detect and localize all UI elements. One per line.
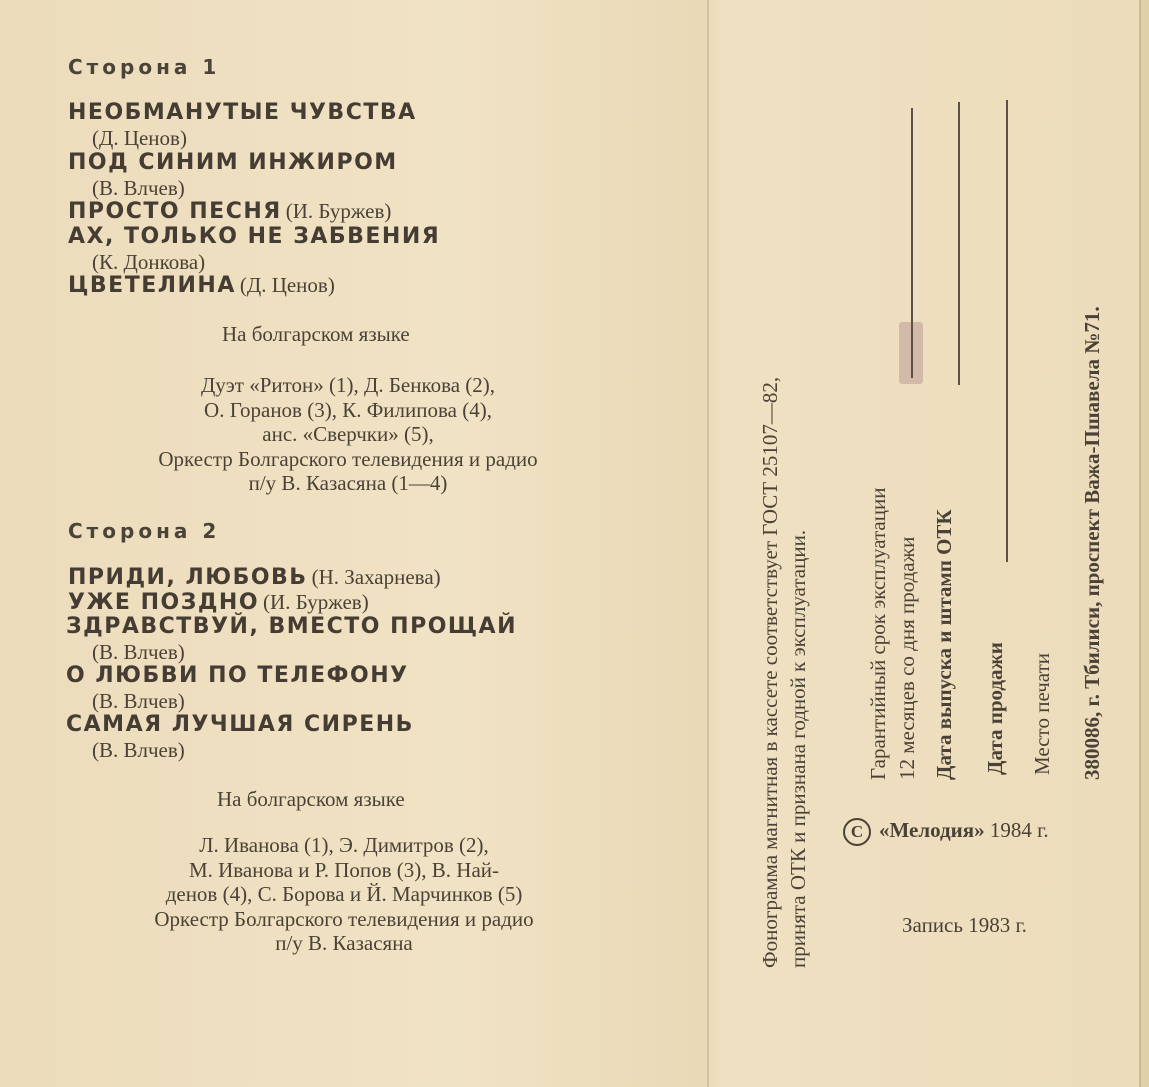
track-author: (К. Донкова) bbox=[92, 250, 206, 274]
track-author-line bbox=[92, 640, 185, 665]
page-edge bbox=[1141, 0, 1149, 1087]
track-title: ЦВЕТЕЛИНА bbox=[68, 273, 236, 298]
track-author-line bbox=[92, 738, 185, 763]
track-author: (В. Влчев) bbox=[92, 176, 185, 200]
print-place-label: Место печати bbox=[1030, 652, 1054, 775]
recording-year: Запись 1983 г. bbox=[902, 913, 1027, 937]
signature-line bbox=[911, 108, 913, 378]
credit-line: О. Горанов (3), К. Филипова (4), bbox=[204, 397, 492, 422]
sale-date-label: Дата продажи bbox=[983, 642, 1007, 775]
track-line bbox=[68, 150, 398, 175]
language-note: На болгарском языке bbox=[222, 322, 410, 346]
copyright-icon: C bbox=[843, 818, 871, 846]
release-date-label: Дата выпуска и штамп ОТК bbox=[932, 509, 956, 780]
fold-line bbox=[707, 0, 709, 1087]
warranty-notice: 12 месяцев со дня продажи bbox=[895, 536, 919, 780]
track-author: (В. Влчев) bbox=[92, 738, 185, 762]
track-author-line bbox=[92, 689, 185, 714]
side-2-title: Сторона 2 bbox=[68, 519, 221, 543]
credit-line: денов (4), С. Борова и Й. Марчинков (5) bbox=[165, 882, 523, 906]
credit-line: п/у В. Казасяна (1—4) bbox=[248, 471, 448, 495]
language-note: На болгарском языке bbox=[217, 787, 405, 811]
gost-notice: Фонограмма магнитная в кассете соответствует ГОСТ 25107—82, bbox=[758, 376, 782, 968]
track-line bbox=[66, 712, 414, 737]
track-line bbox=[68, 100, 417, 125]
track-line bbox=[66, 663, 409, 688]
track-author-line bbox=[92, 126, 187, 151]
credit-line: Л. Иванова (1), Э. Димитров (2), bbox=[199, 833, 489, 857]
credit-line: Оркестр Болгарского телевидения и радио bbox=[158, 446, 538, 471]
track-title: НЕОБМАНУТЫЕ ЧУВСТВА bbox=[68, 100, 417, 125]
track-author: (Д. Ценов) bbox=[92, 126, 187, 150]
track-title: ЗДРАВСТВУЙ, ВМЕСТО ПРОЩАЙ bbox=[66, 614, 517, 639]
track-title: О ЛЮБВИ ПО ТЕЛЕФОНУ bbox=[66, 663, 409, 688]
track-author: (В. Влчев) bbox=[92, 689, 185, 713]
track-author: (И. Буржев) bbox=[263, 590, 369, 614]
track-title: ПРОСТО ПЕСНЯ bbox=[68, 199, 282, 224]
track-title: УЖЕ ПОЗДНО bbox=[68, 590, 260, 615]
credit-line: М. Иванова и Р. Попов (3), В. Най- bbox=[188, 857, 500, 882]
side-1-title: Сторона 1 bbox=[68, 55, 221, 79]
track-line bbox=[68, 590, 369, 615]
track-line bbox=[68, 224, 440, 249]
credit-line: Дуэт «Ритон» (1), Д. Бенкова (2), bbox=[200, 373, 496, 397]
credit-line: Оркестр Болгарского телевидения и радио bbox=[154, 906, 534, 931]
track-author-line bbox=[92, 250, 205, 275]
track-author: (И. Буржев) bbox=[285, 199, 392, 223]
copyright-label: «Мелодия» bbox=[879, 818, 985, 842]
track-author-line bbox=[92, 176, 185, 201]
release-date-line bbox=[958, 102, 960, 385]
address: 380086, г. Тбилиси, проспект Важа-Пшавела №71. bbox=[1080, 306, 1104, 780]
copyright bbox=[843, 818, 1049, 846]
performers-credit bbox=[64, 833, 624, 956]
track-author: (В. Влчев) bbox=[92, 640, 185, 664]
track-title: ПОД СИНИМ ИНЖИРОМ bbox=[68, 150, 398, 175]
credit-line: п/у В. Казасяна bbox=[275, 931, 413, 955]
warranty-notice: Гарантийный срок эксплуатации bbox=[866, 487, 890, 780]
track-line bbox=[68, 273, 335, 298]
performers-credit bbox=[68, 373, 628, 496]
track-title: АХ, ТОЛЬКО НЕ ЗАБВЕНИЯ bbox=[68, 224, 441, 249]
track-line bbox=[68, 199, 391, 224]
copyright-year: 1984 г. bbox=[989, 818, 1049, 842]
track-line bbox=[68, 565, 441, 590]
track-author: (Д. Ценов) bbox=[239, 273, 335, 297]
sale-date-line bbox=[1006, 100, 1008, 562]
track-title: ПРИДИ, ЛЮБОВЬ bbox=[68, 565, 308, 590]
track-line bbox=[66, 614, 517, 639]
gost-notice: принята ОТК и признана годной к эксплуатации. bbox=[786, 529, 810, 968]
track-title: САМАЯ ЛУЧШАЯ СИРЕНЬ bbox=[66, 712, 414, 737]
credit-line: анс. «Сверчки» (5), bbox=[262, 422, 434, 446]
track-author: (Н. Захарнева) bbox=[311, 565, 441, 589]
